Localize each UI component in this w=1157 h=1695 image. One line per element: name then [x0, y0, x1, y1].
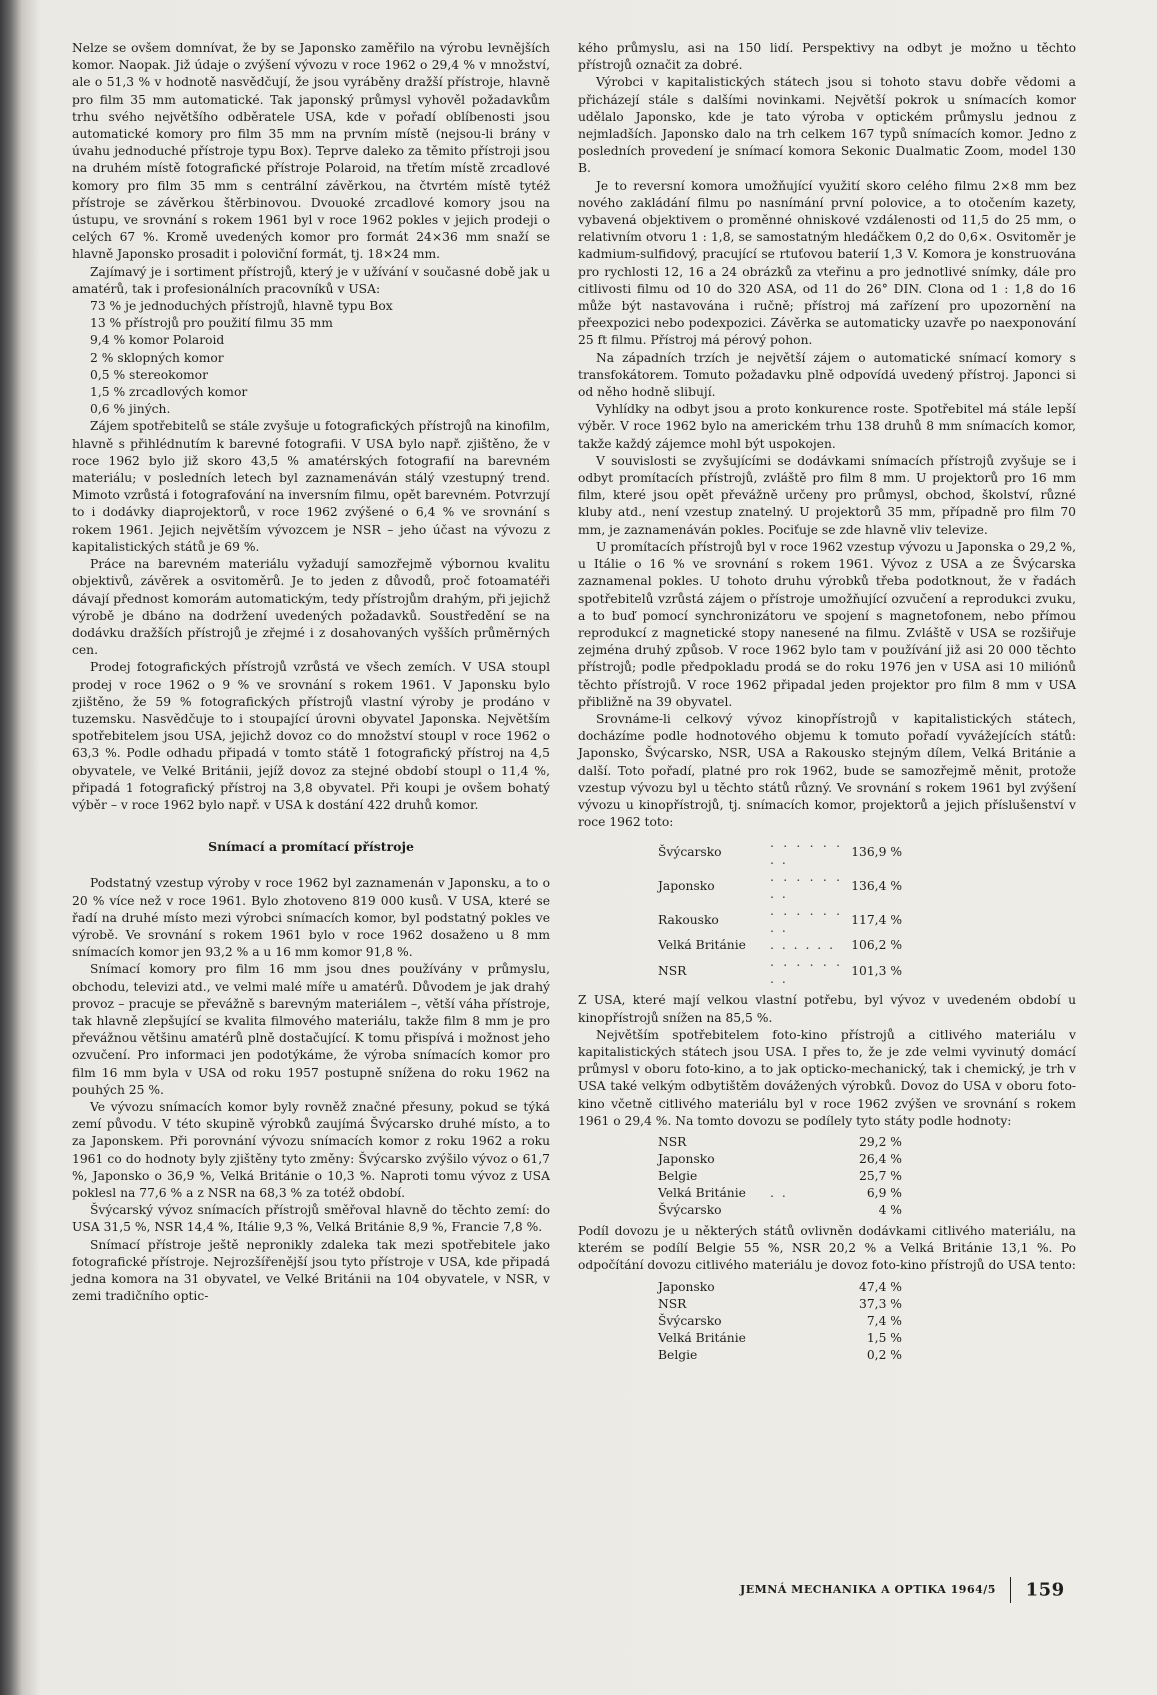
- value-cell: 101,3 %: [851, 963, 902, 978]
- country-cell: Švýcarsko: [658, 1202, 722, 1217]
- table-row: [658, 1202, 902, 1219]
- paragraph: Nelze se ovšem domnívat, že by se Japonsko zaměřilo na výrobu levnějších komor. Naopak. Již údaje o zvýšení vývozu v roce 1962 o 29,4 % v množství, ale o 51,3 % v hodnotě nasvědčují, že jsou vyráběny dražší přístroje, hlavně pro film 35 mm automatické. Tak japonský průmysl vyhověl požadavkům trhu svého největšího odběratele USA, kde v pořadí oblíbenosti jsou automatické komory pro film 35 mm na prvním místě (nejsou-li brány v úvahu jednoduché přístroje typu Box). Teprve daleko za těmito přístroji jsou na druhém místě fotografické přístroje Polaroid, na třetím místě zrcadlové komory pro film 35 mm s centrální závěrkou, na čtvrtém místě tytéž přístroje se závěrkou štěrbinovou. Dvouoké zrcadlové komory jsou na ústupu, ve srovnání s rokem 1961 byl v roce 1962 pokles v jejich prodeji o celých 67 %. Kromě uvedených komor pro formát 24×36 mm snaží se hlavně Japonsko prosadit i poloviční formát, tj. 18×24 mm.: [72, 41, 550, 262]
- country-cell: Velká Británie: [658, 1185, 746, 1200]
- paragraph: Výrobci v kapitalistických státech jsou si tohoto stavu dobře vědomi a přicházejí stále s dalšími novinkami. Největší pokrok u snímacích komor udělalo Japonsko, kde je tato výroba v optickém průmyslu jednou z nejmladších. Japonsko dalo na trh celkem 167 typů snímacích komor. Jedno z posledních provedení je snímací komora Sekonic Dualmatic Zoom, model 130 B.: [578, 75, 1076, 176]
- page-number: 159: [1025, 1579, 1065, 1601]
- table-row: [658, 1151, 902, 1168]
- value-cell: 117,4 %: [851, 912, 902, 927]
- paragraph: Podíl dovozu je u některých států ovlivněn dodávkami citlivého materiálu, na kterém se podílí Belgie 55 %, NSR 20,2 % a Velká Británie 13,1 %. Po odpočítání dovozu citlivého materiálu je dovoz foto-kino přístrojů do USA tento:: [578, 1223, 1076, 1273]
- paragraph: Podstatný vzestup výroby v roce 1962 byl zaznamenán v Japonsku, a to o 20 % více než v roce 1961. Bylo zhotoveno 819 000 kusů. V USA, které se řadí na druhé místo mezi výrobci snímacích komor, byl podstatný pokles ve výrobě. Ve srovnání s rokem 1961 bylo v roce 1962 dosaženo u 8 mm snímacích komor jen 93,2 % a u 16 mm komor 91,8 %.: [72, 876, 550, 960]
- paragraph: Je to reversní komora umožňující využití skoro celého filmu 2×8 mm bez nového zakládání filmu po nasnímání první polovice, a to otočením kazety, vybavená objektivem o proměnné ohniskové vzdálenosti od 11,5 do 25 mm, o relativním otvoru 1 : 1,8, se samostatným hledáčkem 0,2 do 0,6×. Osvitoměr je kadmium-sulfidový, pracující se rtuťovou baterií 1,3 V. Komora je konstruována pro rychlosti 12, 16 a 24 obrázků za vteřinu a pro jednotlivé snímky, dále pro citlivosti filmu od 10 do 320 ASA, od 11 do 26° DIN. Clona od 1 : 1,8 do 16 může být nastavována i ručně; přístroj má zařízení pro upozornění na přeexpozici nebo podexpozici. Závěrka se automaticky uzavře po naexponování 25 ft filmu. Přístroj má pérový pohon.: [578, 178, 1076, 348]
- country-cell: Belgie: [658, 1168, 698, 1183]
- paragraph: Snímací přístroje ještě nepronikly zdaleka tak mezi spotřebitele jako fotografické přístroje. Nejrozšířenější jsou tyto přístroje v USA, kde připadá jedna komora na 31 obyvatel, ve Velké Británii na 104 obyvatele, v NSR, v zemi tradičního optic-: [72, 1237, 550, 1304]
- paragraph: Švýcarský vývoz snímacích přístrojů směřoval hlavně do těchto zemí: do USA 31,5 %, NSR 14,4 %, Itálie 9,3 %, Velká Británie 8,9 %, Francie 7,8 %.: [72, 1203, 550, 1235]
- table-row: [658, 1313, 902, 1330]
- paragraph: U promítacích přístrojů byl v roce 1962 vzestup vývozu u Japonska o 29,2 %, u Itálie o 16 % ve srovnání s rokem 1961. Vývoz z USA a ze Švýcarska zaznamenal pokles. U tohoto druhu výrobků třeba podotknout, že v řadách spotřebitelů vzrůstá zájem o přístroje umožňující ozvučení a reprodukci zvuku, a to buď pomocí synchronizátoru ve spojení s magnetofonem, nebo přímou reprodukcí z magnetické stopy nanesené na filmu. Zvláště v USA se rozšiřuje zejména druhý způsob. V roce 1962 bylo tam v používání již asi 20 000 těchto přístrojů; podle předpokladu prodá se do roku 1976 jen v USA asi 10 miliónů těchto přístrojů. V roce 1962 připadal jeden projektor pro film 8 mm v USA přibližně na 39 obyvatel.: [578, 539, 1076, 709]
- paragraph: Srovnáme-li celkový vývoz kinopřístrojů v kapitalistických státech, docházíme podle hodnotového objemu k tomuto pořadí vyvážejících států: Japonsko, Švýcarsko, NSR, USA a Rakousko stejným dílem, Velká Británie a další. Toto pořadí, platné pro rok 1962, bude se samozřejmě měnit, protože vzestup vývozu byl u těchto států různý. Ve srovnání s rokem 1961 byl zvýšení vývozu u kinopřístrojů, tj. snímacích komor, projektorů a jejich příslušenství v roce 1962 toto:: [578, 711, 1076, 830]
- section-heading: Snímací a promítací přístroje: [208, 839, 414, 855]
- value-cell: 29,2 %: [859, 1134, 902, 1149]
- paragraph: kého průmyslu, asi na 150 lidí. Perspektivy na odbyt je možno u těchto přístrojů označit za dobré.: [578, 41, 1076, 73]
- paragraph: Na západních trzích je největší zájem o automatické snímací komory s transfokátorem. Tomuto požadavku plně odpovídá uvedený přístroj. Japonci si od něho hodně slibují.: [578, 350, 1076, 400]
- value-cell: 1,5 %: [866, 1330, 902, 1345]
- paragraph: Vyhlídky na odbyt jsou a proto konkurence roste. Spotřebitel má stále lepší výběr. V roce 1962 bylo na americkém trhu 138 druhů 8 mm snímacích komor, takže každý zájemce mohl být uspokojen.: [578, 402, 1076, 451]
- country-cell: Velká Británie: [658, 938, 746, 953]
- table-row: Rakousko . . . . . . . . 117,4 %: [658, 904, 902, 936]
- paragraph: V souvislosti se zvyšujícími se dodávkami snímacích přístrojů zvyšuje se i odbyt promítacích přístrojů, zvláště pro film 8 mm. U projektorů pro 16 mm film, které jsou opět převážně určeny pro průmysl, obchod, školství, různé kluby atd., není vzestup znatelný. U projektorů 35 mm, případně pro film 70 mm, je zaznamenáván pokles. Pociťuje se zde hlavně vliv televize.: [578, 453, 1076, 537]
- country-cell: NSR: [658, 963, 687, 978]
- country-cell: Japonsko: [658, 1279, 715, 1294]
- table-row: Japonsko . . . . . . . . 136,4 %: [658, 870, 902, 902]
- value-cell: 25,7 %: [859, 1168, 902, 1183]
- table-row: Velká Británie . . 6,9 %: [658, 1185, 902, 1200]
- right-column: [578, 40, 1076, 1368]
- left-column: [72, 40, 550, 1305]
- value-cell: 136,9 %: [851, 844, 902, 859]
- paragraph: Ve vývozu snímacích komor byly rovněž značné přesuny, pokud se týká zemí původu. V této skupině výrobků zaujímá Švýcarsko druhé místo, a to za Japonskem. Při porovnání vývozu snímacích komor z roku 1962 a roku 1961 co do hodnoty byly zjištěny tyto změny: Švýcarsko zvýšilo vývoz o 61,7 %, Japonsko o 36,9 %, Velká Británie o 10,3 %. Naproti tomu vývoz z USA poklesl na 77,6 % a z NSR na 68,3 % za totéž období.: [72, 1099, 550, 1200]
- value-cell: 106,2 %: [851, 938, 902, 953]
- value-cell: 37,3 %: [859, 1296, 902, 1311]
- import-share-table: [658, 1134, 902, 1219]
- country-cell: Japonsko: [658, 878, 715, 893]
- list-item: 1,5 % zrcadlových komor: [90, 385, 248, 400]
- list-item: 0,6 % jiných.: [90, 402, 171, 417]
- list-item: 13 % přístrojů pro použití filmu 35 mm: [90, 316, 333, 331]
- country-cell: Švýcarsko: [658, 844, 722, 859]
- table-row: [658, 1134, 902, 1151]
- value-cell: 136,4 %: [851, 878, 902, 893]
- page-footer: [740, 1577, 1076, 1603]
- table-row: [658, 1347, 902, 1364]
- paragraph: Největším spotřebitelem foto-kino přístrojů a citlivého materiálu v kapitalistických státech jsou USA. I přes to, že je zde velmi vyvinutý domácí průmysl v oboru foto-kino, a to jak opticko-mechanický, tak i chemický, je trh v USA také velkým odbytištěm dovážených výrobků. Dovoz do USA v oboru foto-kino včetně citlivého materiálu byl v roce 1962 zvýšen ve srovnání s rokem 1961 o 29,4 %. Na tomto dovozu se podílely tyto státy podle hodnoty:: [578, 1027, 1076, 1128]
- country-cell: Švýcarsko: [658, 1313, 722, 1328]
- footer-divider: [1010, 1577, 1011, 1603]
- paragraph: Práce na barevném materiálu vyžadují samozřejmě výbornou kvalitu objektivů, závěrek a osvitoměrů. Je to jeden z důvodů, proč fotoamatéři dávají přednost komorám automatickým, tedy přístrojům drahým, při jejichž výrobě je dbáno na dodržení uvedených požadavků. Soustředění se na dodávku dražších přístrojů je zřejmé i z dosahovaných vyšších průměrných cen.: [72, 557, 550, 658]
- country-cell: Rakousko: [658, 912, 719, 927]
- country-cell: Belgie: [658, 1347, 698, 1362]
- usage-stats-list: [90, 298, 550, 418]
- table-row: [658, 1296, 902, 1313]
- table-row: NSR . . . . . . . . 101,3 %: [658, 955, 902, 987]
- value-cell: 47,4 %: [859, 1279, 902, 1294]
- country-cell: NSR: [658, 1296, 687, 1311]
- table-row: [658, 1330, 902, 1347]
- country-cell: Velká Británie: [658, 1330, 746, 1345]
- export-growth-table: [658, 835, 902, 988]
- list-item: 0,5 % stereokomor: [90, 367, 208, 382]
- paragraph: Zajímavý je i sortiment přístrojů, který je v užívání v současné době jak u amatérů, tak i profesionálních pracovníků v USA:: [72, 264, 550, 296]
- value-cell: 26,4 %: [859, 1151, 902, 1166]
- list-item: 73 % je jednoduchých přístrojů, hlavně typu Box: [90, 299, 393, 314]
- paragraph: Prodej fotografických přístrojů vzrůstá ve všech zemích. V USA stoupl prodej v roce 1962 o 9 % ve srovnání s rokem 1961. V Japonsku bylo zjištěno, že 59 % fotografických přístrojů vlastní výroby je prodáno v tuzemsku. Nasvědčuje to i stoupající úrovni obyvatel Japonska. Největším spotřebitelem jsou USA, jejichž dovoz co do množství stoupl v roce 1962 o 63,3 %. Podle odhadu připadá v tomto státě 1 fotografický přístroj na 4,5 obyvatele, ve Velké Británii, jejíž dovoz za stejné období stoupl o 11,4 %, připadá 1 fotografický přístroj na 3,8 obyvatel. Při koupi je ovšem bohatý výběr – v roce 1962 bylo např. v USA k dostání 422 druhů komor.: [72, 660, 550, 812]
- paragraph: Zájem spotřebitelů se stále zvyšuje u fotografických přístrojů na kinofilm, hlavně s přihlédnutím k barevné fotografii. V USA bylo např. zjištěno, že v roce 1962 bylo již skoro 43,5 % amatérských fotografií na barevném materiálu; v posledních letech byl zaznamenáván stálý vzestupný trend. Mimoto vzrůstá i fotografování na inversním filmu, opět barevném. Potvrzují to i dodávky diaprojektorů, v roce 1962 zvýšené o 6,4 % ve srovnání s rokem 1961. Jejich největším vývozcem je NSR – jeho účast na vývozu z kapitalistických států je 69 %.: [72, 419, 550, 554]
- paragraph: Z USA, které mají velkou vlastní potřebu, byl vývoz v uvedeném období u kinopřístrojů snížen na 85,5 %.: [578, 993, 1076, 1025]
- journal-name: JEMNÁ MECHANIKA A OPTIKA 1964/5: [740, 1583, 996, 1596]
- table-row: Švýcarsko . . . . . . . . 136,9 %: [658, 836, 902, 868]
- value-cell: 4 %: [878, 1202, 902, 1217]
- net-import-table: [658, 1279, 902, 1364]
- country-cell: Japonsko: [658, 1151, 715, 1166]
- list-item: 2 % sklopných komor: [90, 350, 224, 365]
- value-cell: 6,9 %: [866, 1185, 902, 1200]
- list-item: 9,4 % komor Polaroid: [90, 333, 225, 348]
- table-row: Velká Británie . . . . . . 106,2 %: [658, 938, 902, 953]
- table-row: [658, 1279, 902, 1296]
- paragraph: Snímací komory pro film 16 mm jsou dnes používány v průmyslu, obchodu, televizi atd., ve velmi malé míře u amatérů. Důvodem je jak drahý provoz – pracuje se převážně s barevným materiálem –, větší váha přístroje, tak hlavně zlepšující se kvalita filmového materiálu, takže film 8 mm je pro převážnou většinu amatérů plně dostačující. K tomu přispívá i možnost jeho ozvučení. Pro informaci jen podotýkáme, že výroba snímacích komor pro film 16 mm byla v USA od roku 1957 postupně snížena do roku 1962 na pouhých 25 %.: [72, 962, 550, 1097]
- value-cell: 0,2 %: [866, 1347, 902, 1362]
- table-row: [658, 1168, 902, 1185]
- country-cell: NSR: [658, 1134, 687, 1149]
- value-cell: 7,4 %: [866, 1313, 902, 1328]
